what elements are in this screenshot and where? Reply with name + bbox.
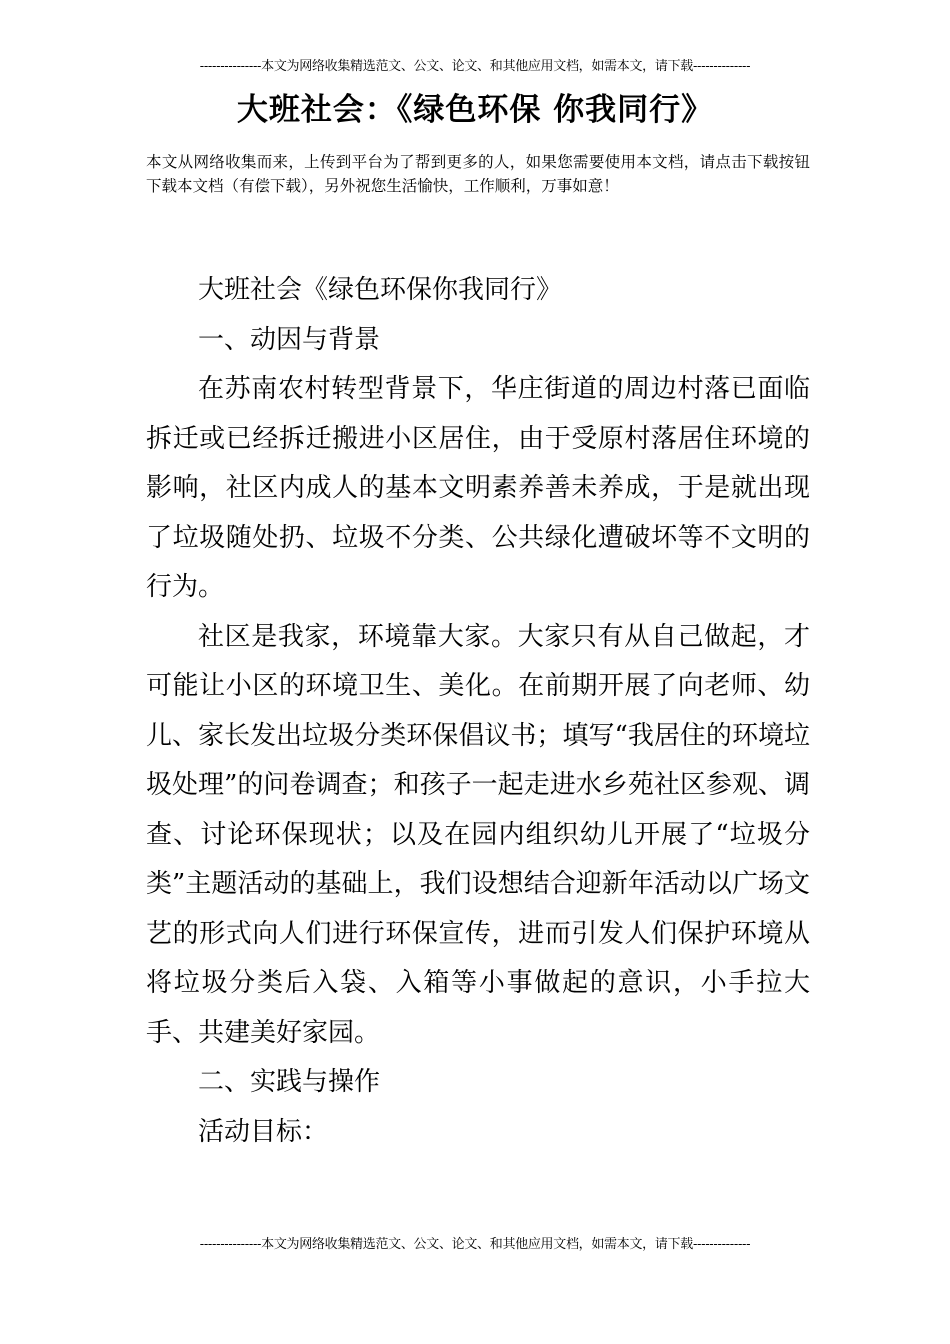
header-banner: ---------------本文为网络收集精选范文、公文、论文、和其他应用文档，如需本文，请下载-------------- <box>199 59 751 74</box>
document-body <box>146 266 810 1157</box>
section-heading-practice: 二、实践与操作 <box>198 1067 381 1097</box>
section-heading-motivation: 一、动因与背景 <box>198 324 381 355</box>
document-title: 大班社会：《绿色环保 你我同行》 <box>236 92 714 128</box>
paragraph-subtitle: 大班社会《绿色环保你我同行》 <box>198 275 563 305</box>
paragraph-background: 在苏南农村转型背景下，华庄街道的周边村落已面临拆迁或已经拆迁搬进小区居住，由于受原村落居住环境的影响，社区内成人的基本文明素养善未养成，于是就出现了垃圾随处扔、垃圾不分类、公共绿化遭破坏等不文明的行为。 <box>146 374 810 602</box>
intro-notice: 本文从网络收集而来，上传到平台为了帮到更多的人，如果您需要使用本文档，请点击下载按钮下载本文档（有偿下载），另外祝您生活愉快，工作顺利，万事如意！ <box>146 153 810 195</box>
footer-banner: ---------------本文为网络收集精选范文、公文、论文、和其他应用文档，如需本文，请下载-------------- <box>199 1237 751 1252</box>
paragraph-goals-label: 活动目标： <box>198 1116 329 1147</box>
paragraph-community: 社区是我家，环境靠大家。大家只有从自己做起，才可能让小区的环境卫生、美化。在前期开展了向老师、幼儿、家长发出垃圾分类环保倡议书；填写“我居住的环境垃圾处理”的问卷调查；和孩子一起走进水乡苑社区参观、调查、讨论环保现状；以及在园内组织幼儿开展了“垃圾分类”主题活动的基础上，我们设想结合迎新年活动以广场文艺的形式向人们进行环保宣传，进而引发人们保护环境从将垃圾分类后入袋、入箱等小事做起的意识，小手拉大手、共建美好家园。 <box>146 621 810 1048</box>
